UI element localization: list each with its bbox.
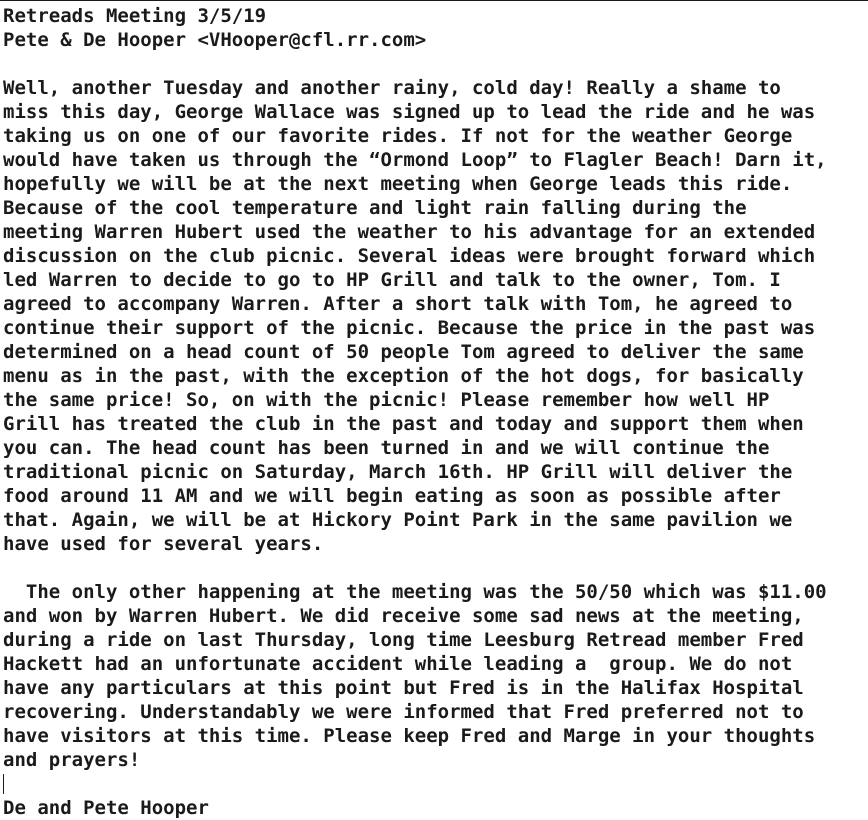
- paragraph-1-line: that. Again, we will be at Hickory Point Park in the same pavilion we: [3, 509, 793, 531]
- paragraph-1-line: continue their support of the picnic. Because the price in the past was: [3, 317, 816, 339]
- paragraph-1-line: would have taken us through the “Ormond Loop” to Flagler Beach! Darn it,: [3, 149, 827, 171]
- cursor-line[interactable]: [3, 772, 867, 796]
- paragraph-1-line: Because of the cool temperature and light rain falling during the: [3, 197, 747, 219]
- paragraph-1-line: meeting Warren Hubert used the weather to his advantage for an extended: [3, 221, 816, 243]
- paragraph-1-line: determined on a head count of 50 people Tom agreed to deliver the same: [3, 341, 804, 363]
- paragraph-1-line: Well, another Tuesday and another rainy, cold day! Really a shame to: [3, 77, 781, 99]
- blank-line: [3, 556, 867, 580]
- paragraph-1-line: agreed to accompany Warren. After a short talk with Tom, he agreed to: [3, 293, 793, 315]
- paragraph-1-line: miss this day, George Wallace was signed up to lead the ride and he was: [3, 101, 816, 123]
- paragraph-1-line: hopefully we will be at the next meeting when George leads this ride.: [3, 173, 793, 195]
- paragraph-1-line: you can. The head count has been turned in and we will continue the: [3, 437, 770, 459]
- paragraph-1-line: the same price! So, on with the picnic! Please remember how well HP: [3, 389, 770, 411]
- paragraph-2-line: Hackett had an unfortunate accident while leading a group. We do not: [3, 653, 793, 675]
- paragraph-2-line: The only other happening at the meeting was the 50/50 which was $11.00: [3, 581, 827, 603]
- subject-line: Retreads Meeting 3/5/19: [3, 5, 267, 27]
- paragraph-2-line: recovering. Understandably we were informed that Fred preferred not to: [3, 701, 804, 723]
- from-line: Pete & De Hooper <VHooper@cfl.rr.com>: [3, 29, 427, 51]
- paragraph-2-line: and prayers!: [3, 749, 141, 771]
- paragraph-1-line: led Warren to decide to go to HP Grill and talk to the owner, Tom. I: [3, 269, 781, 291]
- blank-line: [3, 52, 867, 76]
- signature-line: De and Pete Hooper: [3, 797, 209, 819]
- paragraph-2-line: and won by Warren Hubert. We did receive some sad news at the meeting,: [3, 605, 804, 627]
- paragraph-1-line: menu as in the past, with the exception of the hot dogs, for basically: [3, 365, 804, 387]
- paragraph-2-line: during a ride on last Thursday, long time Leesburg Retread member Fred: [3, 629, 804, 651]
- paragraph-1-line: Grill has treated the club in the past and today and support them when: [3, 413, 804, 435]
- text-cursor: [3, 774, 4, 794]
- paragraph-1-line: discussion on the club picnic. Several ideas were brought forward which: [3, 245, 816, 267]
- paragraph-2-line: have visitors at this time. Please keep Fred and Marge in your thoughts: [3, 725, 816, 747]
- paragraph-1-line: traditional picnic on Saturday, March 16th. HP Grill will deliver the: [3, 461, 793, 483]
- paragraph-1-line: have used for several years.: [3, 533, 324, 555]
- paragraph-1-line: taking us on one of our favorite rides. If not for the weather George: [3, 125, 793, 147]
- message-body-editor[interactable]: [3, 4, 867, 820]
- paragraph-2-line: have any particulars at this point but Fred is in the Halifax Hospital: [3, 677, 804, 699]
- paragraph-1-line: food around 11 AM and we will begin eating as soon as possible after: [3, 485, 781, 507]
